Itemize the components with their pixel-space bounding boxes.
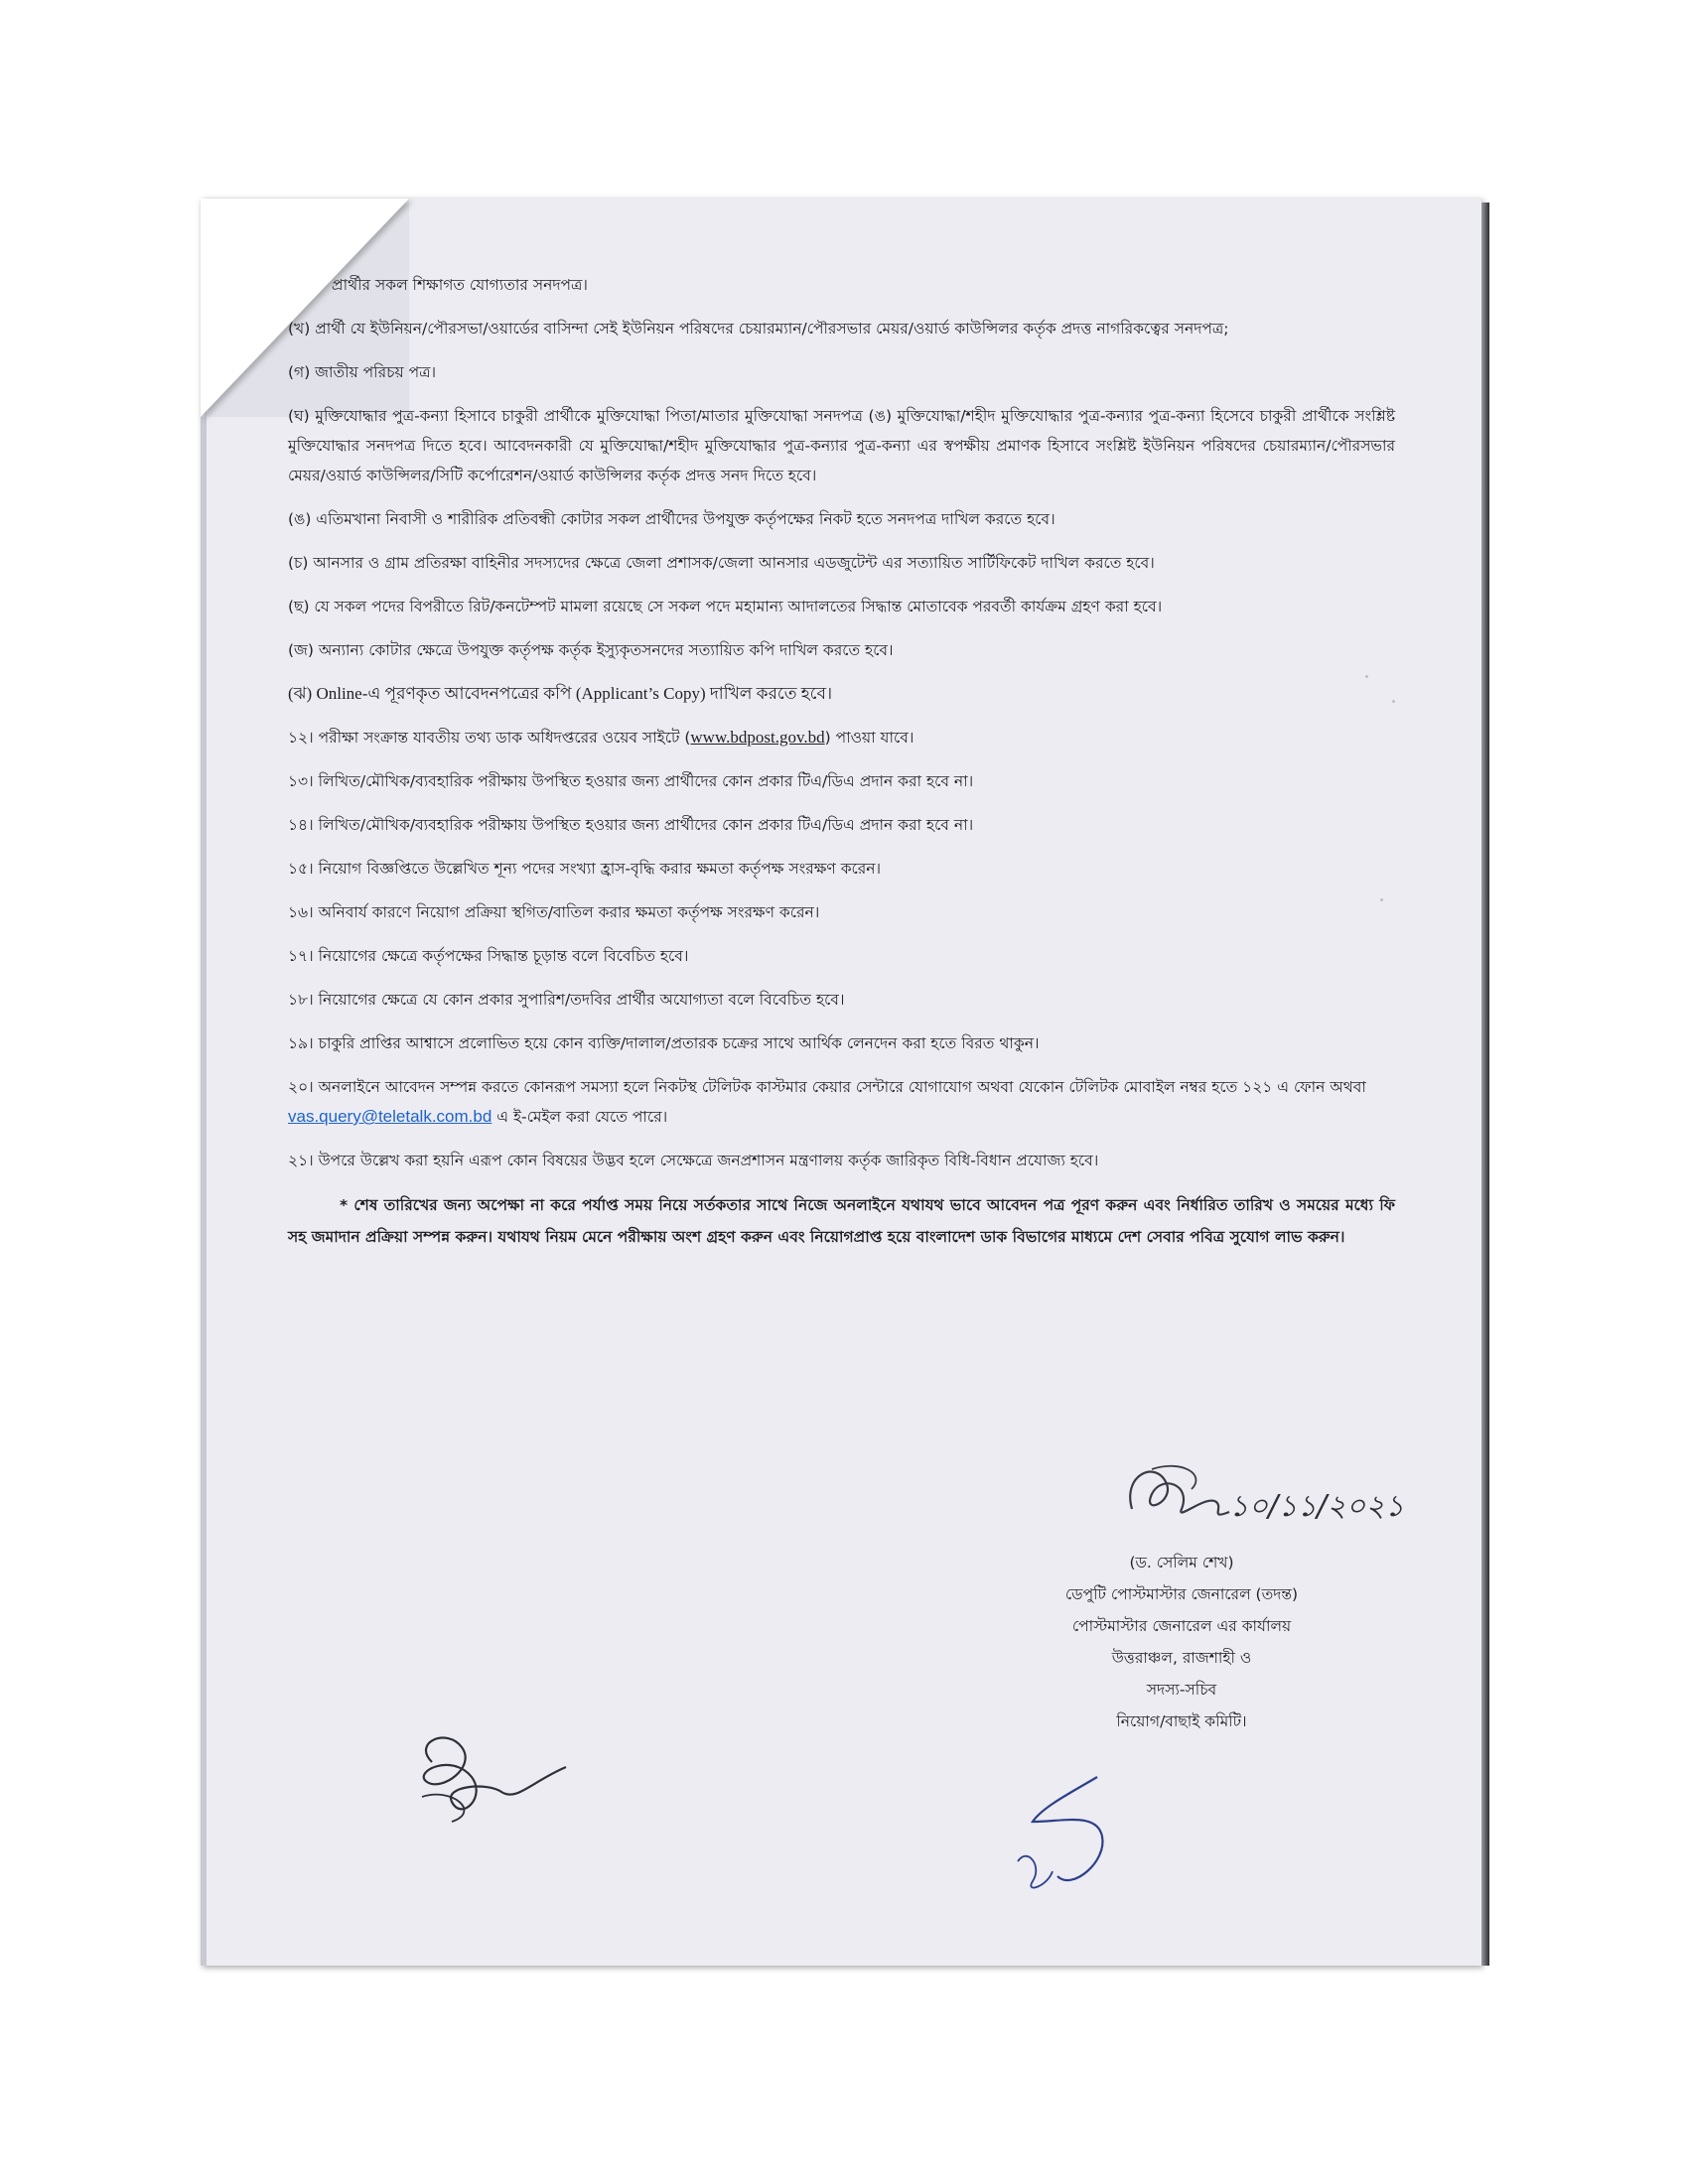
rule-17: ১৭। নিয়োগের ক্ষেত্রে কর্তৃপক্ষের সিদ্ধান্ত চূড়ান্ত বলে বিবেচিত হবে।	[288, 947, 689, 965]
committee-signature-middle	[1003, 1767, 1152, 1906]
rule-18: ১৮। নিয়োগের ক্ষেত্রে যে কোন প্রকার সুপারিশ/তদবির প্রার্থীর অযোগ্যতা বলে বিবেচিত হবে।	[288, 991, 845, 1009]
signatory-name: (ড. সেলিম শেখ)	[1129, 1554, 1234, 1571]
signature-scribble-middle	[1033, 1777, 1102, 1880]
rule-21: ২১। উপরে উল্লেখ করা হয়নি এরূপ কোন বিষয়ের উদ্ভব হলে সেক্ষেত্রে জনপ্রশাসন মন্ত্রণালয় কর্তৃক জারিকৃত বিধি-বিধান প্রযোজ্য হবে।	[288, 1152, 1099, 1169]
item-chha: (ছ) যে সকল পদের বিপরীতে রিট/কনটেম্পট মামলা রয়েছে সে সকল পদে মহামান্য আদালতের সিদ্ধান্ত মোতাবেক পরবর্তী কার্যক্রম গ্রহণ করা হবে।	[288, 598, 1163, 615]
rule-12-text: ১২। পরীক্ষা সংক্রান্ত যাবতীয় তথ্য ডাক অধিদপ্তরের ওয়েব সাইটে (	[288, 729, 691, 747]
signatory-role: সদস্য-সচিব	[1146, 1681, 1217, 1699]
item-ka: প্রার্থীর সকল শিক্ষাগত যোগ্যতার সনদপত্র।	[332, 276, 588, 294]
item-gha: (ঘ) মুক্তিযোদ্ধার পুত্র-কন্যা হিসাবে চাকুরী প্রার্থীকে মুক্তিযোদ্ধা পিতা/মাতার মুক্তিযোদ্ধা সনদপত্র (ঙ) মুক্তিযোদ্ধা/শহীদ মুক্তিযোদ্ধার পুত্র-কন্যার পুত্র-কন্যা হিসেবে চাকুরী প্রার্থীকে সংশ্লিষ্ট মুক্তিযোদ্ধার সনদপত্র দিতে হবে। আবেদনকারী যে মুক্তিযোদ্ধা/শহীদ মুক্তিযোদ্ধার পুত্র-কন্যার পুত্র-কন্যা এর স্বপক্ষীয় প্রমাণক হিসাবে সংশ্লিষ্ট ইউনিয়ন পরিষদের চেয়ারম্যান/পৌরসভার মেয়র/ওয়ার্ড কাউন্সিলর/সিটি কর্পোরেশন/ওয়ার্ড কাউন্সিলর কর্তৃক প্রদত্ত সনদ দিতে হবে।	[288, 407, 1395, 484]
document-body	[288, 270, 1395, 1269]
rule-13: ১৩। লিখিত/মৌখিক/ব্যবহারিক পরীক্ষায় উপস্থিত হওয়ার জন্য প্রার্থীদের কোন প্রকার টিএ/ডিএ প্রদান করা হবে না।	[288, 772, 974, 790]
rule-14: ১৪। লিখিত/মৌখিক/ব্যবহারিক পরীক্ষায় উপস্থিত হওয়ার জন্য প্রার্থীদের কোন প্রকার টিএ/ডিএ প্রদান করা হবে না।	[288, 816, 974, 834]
teletalk-email-link[interactable]: vas.query@teletalk.com.bd	[288, 1107, 492, 1126]
signature-scribble-left	[424, 1738, 566, 1810]
signature-stroke-middle	[1018, 1856, 1053, 1888]
rule-15: ১৫। নিয়োগ বিজ্ঞপ্তিতে উল্লেখিত শূন্য পদের সংখ্যা হ্রাস-বৃদ্ধি করার ক্ষমতা কর্তৃপক্ষ সংরক্ষণ করেন।	[288, 860, 882, 878]
signature-with-date	[1112, 1454, 1430, 1544]
bdpost-website-link[interactable]: www.bdpost.gov.bd	[690, 728, 825, 747]
item-ja: (জ) অন্যান্য কোটার ক্ষেত্রে উপযুক্ত কর্তৃপক্ষ কর্তৃক ইস্যুকৃতসনদের সত্যায়িত কপি দাখিল করতে হবে।	[288, 641, 894, 659]
item-uma: (ঙ) এতিমখানা নিবাসী ও শারীরিক প্রতিবন্ধী কোটার সকল প্রার্থীদের উপযুক্ত কর্তৃপক্ষের নিকট হতে সনদপত্র দাখিল করতে হবে।	[288, 510, 1055, 528]
rule-16: ১৬। অনিবার্য কারণে নিয়োগ প্রক্রিয়া স্থগিত/বাতিল করার ক্ষমতা কর্তৃপক্ষ সংরক্ষণ করেন।	[288, 903, 820, 921]
rule-12-text-end: ) পাওয়া যাবে।	[824, 729, 914, 747]
page-right-edge	[1481, 203, 1489, 1966]
committee-signature-left	[392, 1722, 581, 1842]
rule-20-text: ২০। অনলাইনে আবেদন সম্পন্ন করতে কোনরূপ সমস্যা হলে নিকটস্থ টেলিটক কাস্টমার কেয়ার সেন্টারে যোগাযোগ অথবা যেকোন টেলিটক মোবাইল নম্বর হতে ১২১ এ ফোন অথবা	[288, 1078, 1366, 1096]
signatory-block	[1033, 1547, 1331, 1737]
signatory-committee: নিয়োগ/বাছাই কমিটি।	[1116, 1712, 1247, 1730]
signatory-region: উত্তরাঞ্চল, রাজশাহী ও	[1111, 1649, 1252, 1667]
rule-12	[288, 723, 1395, 752]
item-cha: (চ) আনসার ও গ্রাম প্রতিরক্ষা বাহিনীর সদস্যদের ক্ষেত্রে জেলা প্রশাসক/জেলা আনসার এডজুটেন্ট এর সত্যায়িত সার্টিফিকেট দাখিল করতে হবে।	[288, 554, 1155, 572]
signatory-office: পোস্টমাস্টার জেনারেল এর কার্যালয়	[1071, 1617, 1292, 1635]
rule-20	[288, 1072, 1395, 1132]
rule-20-text-end: এ ই-মেইল করা যেতে পারে।	[492, 1108, 668, 1126]
closing-note: * শেষ তারিখের জন্য অপেক্ষা না করে পর্যাপ্ত সময় নিয়ে সর্তকতার সাথে নিজে অনলাইনে যথাযথ ভাবে আবেদন পত্র পূরণ করুন এবং নির্ধারিত তারিখ ও সময়ের মধ্যে ফি সহ জমাদান প্রক্রিয়া সম্পন্ন করুন। যথাযথ নিয়ম মেনে পরীক্ষায় অংশ গ্রহণ করুন এবং নিয়োগপ্রাপ্ত হয়ে বাংলাদেশ ডাক বিভাগের মাধ্যমে দেশ সেবার পবিত্র সুযোগ লাভ করুন।	[288, 1196, 1395, 1246]
item-kha: (খ) প্রার্থী যে ইউনিয়ন/পৌরসভা/ওয়ার্ডের বাসিন্দা সেই ইউনিয়ন পরিষদের চেয়ারম্যান/পৌরসভার মেয়র/ওয়ার্ড কাউন্সিলর কর্তৃক প্রদত্ত নাগরিকত্বের সনদপত্র;	[288, 320, 1229, 338]
item-jha: (ঝ) Online-এ পূরণকৃত আবেদনপত্রের কপি (Applicant’s Copy) দাখিল করতে হবে।	[288, 684, 833, 703]
item-ga: (গ) জাতীয় পরিচয় পত্র।	[288, 363, 437, 381]
signatory-designation: ডেপুটি পোস্টমাস্টার জেনারেল (তদন্ত)	[1064, 1585, 1299, 1603]
signature-date: ১০/১১/২০২১	[1229, 1489, 1405, 1524]
page-left-edge	[201, 199, 207, 1966]
signature-scribble	[1130, 1472, 1229, 1515]
rule-19: ১৯। চাকুরি প্রাপ্তির আশ্বাসে প্রলোভিত হয়ে কোন ব্যক্তি/দালাল/প্রতারক চক্রের সাথে আর্থিক লেনদেন করা হতে বিরত থাকুন।	[288, 1034, 1040, 1052]
